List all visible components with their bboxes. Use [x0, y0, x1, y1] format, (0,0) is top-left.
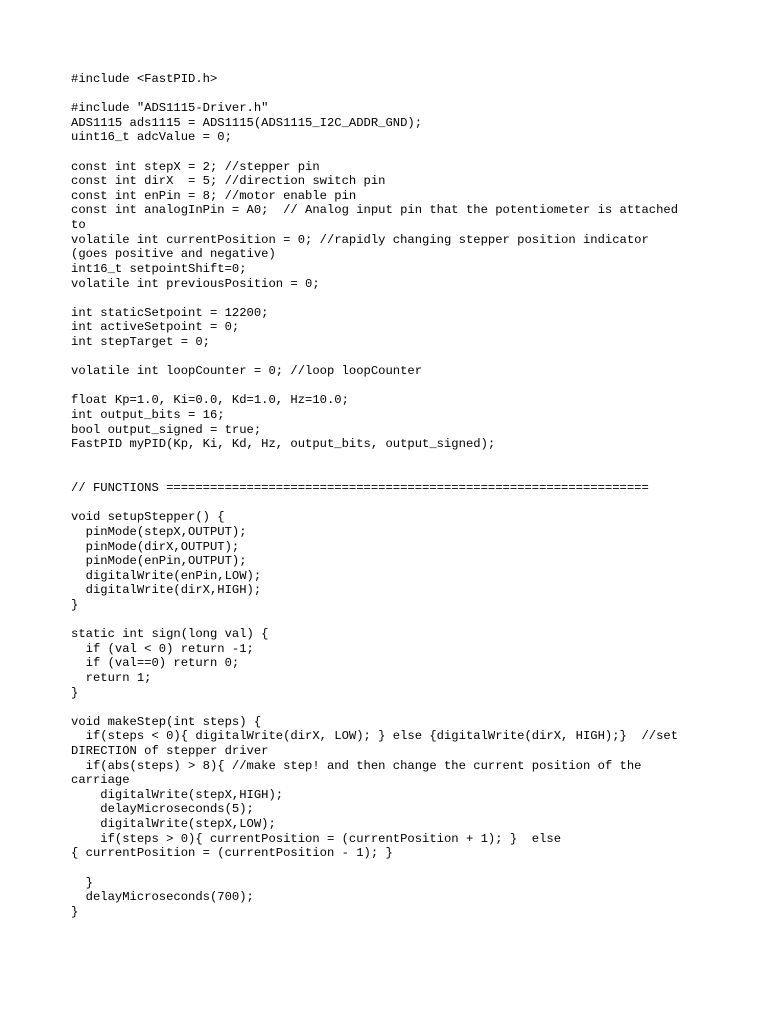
code-line: delayMicroseconds(5);: [71, 802, 254, 817]
code-line: if(steps < 0){ digitalWrite(dirX, LOW); } else {digitalWrite(dirX, HIGH);} //set: [71, 729, 679, 744]
code-line: const int stepX = 2; //stepper pin: [71, 159, 320, 174]
code-line: if(steps > 0){ currentPosition = (currentPosition + 1); } else: [71, 831, 562, 846]
code-line: bool output_signed = true;: [71, 422, 262, 437]
code-line: const int analogInPin = A0; // Analog input pin that the potentiometer is attached: [71, 203, 679, 218]
code-line: { currentPosition = (currentPosition - 1); }: [71, 846, 393, 861]
code-listing: [71, 72, 711, 919]
code-line: [71, 452, 711, 467]
code-line: ADS1115 ads1115 = ADS1115(ADS1115_I2C_ADDR_GND);: [71, 115, 423, 130]
code-line: return 1;: [71, 670, 152, 685]
code-line: int16_t setpointShift=0;: [71, 261, 247, 276]
code-line: volatile int loopCounter = 0; //loop loopCounter: [71, 364, 423, 379]
code-line: // FUNCTIONS ==================================================================: [71, 481, 649, 496]
code-line: const int dirX = 5; //direction switch pin: [71, 174, 386, 189]
code-line: FastPID myPID(Kp, Ki, Kd, Hz, output_bits, output_signed);: [71, 437, 496, 452]
code-line: [71, 350, 711, 365]
code-line: #include <FastPID.h>: [71, 72, 218, 86]
code-line: digitalWrite(enPin,LOW);: [71, 568, 262, 583]
code-line: [71, 466, 711, 481]
code-line: uint16_t adcValue = 0;: [71, 130, 232, 145]
code-line: digitalWrite(stepX,LOW);: [71, 817, 276, 832]
code-line: pinMode(enPin,OUTPUT);: [71, 554, 247, 569]
code-line: if (val==0) return 0;: [71, 656, 240, 671]
code-line: to: [71, 218, 86, 233]
code-line: [71, 291, 711, 306]
code-line: pinMode(dirX,OUTPUT);: [71, 539, 240, 554]
code-line: }: [71, 685, 79, 700]
code-line: int stepTarget = 0;: [71, 334, 210, 349]
code-line: const int enPin = 8; //motor enable pin: [71, 188, 357, 203]
code-line: void setupStepper() {: [71, 510, 225, 525]
code-line: [71, 379, 711, 394]
code-line: [71, 87, 711, 102]
code-line: }: [71, 597, 79, 612]
code-line: [71, 145, 711, 160]
code-line: if(abs(steps) > 8){ //make step! and then change the current position of the: [71, 758, 642, 773]
code-line: digitalWrite(stepX,HIGH);: [71, 787, 284, 802]
code-line: delayMicroseconds(700);: [71, 890, 254, 905]
code-line: digitalWrite(dirX,HIGH);: [71, 583, 262, 598]
code-line: volatile int previousPosition = 0;: [71, 276, 320, 291]
code-line: int staticSetpoint = 12200;: [71, 305, 269, 320]
code-line: [71, 700, 711, 715]
code-line: #include "ADS1115-Driver.h": [71, 101, 269, 116]
code-line: (goes positive and negative): [71, 247, 276, 262]
code-line: [71, 613, 711, 628]
code-line: carriage: [71, 773, 130, 788]
code-line: }: [71, 904, 79, 919]
code-line: }: [71, 875, 93, 890]
code-line: static int sign(long val) {: [71, 627, 269, 642]
code-line: DIRECTION of stepper driver: [71, 744, 269, 759]
code-line: volatile int currentPosition = 0; //rapidly changing stepper position indicator: [71, 232, 649, 247]
code-line: pinMode(stepX,OUTPUT);: [71, 524, 247, 539]
code-line: int activeSetpoint = 0;: [71, 320, 240, 335]
code-line: int output_bits = 16;: [71, 408, 225, 423]
code-line: if (val < 0) return -1;: [71, 641, 254, 656]
code-line: [71, 496, 711, 511]
code-line: float Kp=1.0, Ki=0.0, Kd=1.0, Hz=10.0;: [71, 393, 349, 408]
code-line: void makeStep(int steps) {: [71, 714, 262, 729]
code-line: [71, 861, 711, 876]
